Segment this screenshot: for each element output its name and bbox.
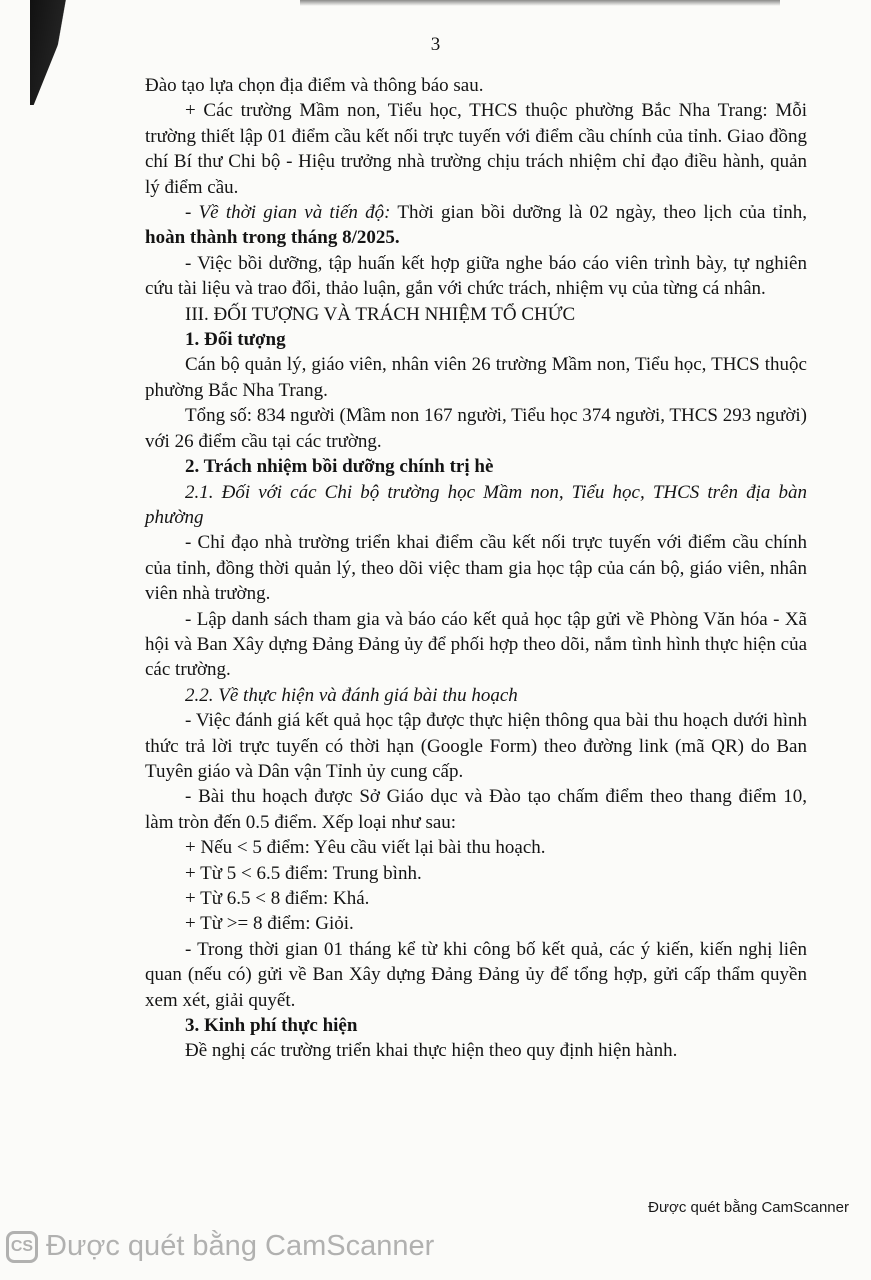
grading-item: + Nếu < 5 điểm: Yêu cầu viết lại bài thu hoạch. [185, 837, 546, 859]
page-number: 3 [430, 34, 441, 55]
section-heading: III. ĐỐI TƯỢNG VÀ TRÁCH NHIỆM TỔ CHỨC [185, 303, 576, 325]
camscanner-watermark [6, 1230, 434, 1263]
grading-item: + Từ 6.5 < 8 điểm: Khá. [185, 888, 370, 909]
paragraph: - Bài thu hoạch được Sở Giáo dục và Đào tạo chấm điểm theo thang điểm 10, làm tròn đến 0.5 điểm. Xếp loại như sau: [145, 786, 807, 833]
paragraph: - Việc đánh giá kết quả học tập được thực hiện thông qua bài thu hoạch dưới hình thức trả lời trực tuyến có thời hạn (Google Form) theo đường link (mã QR) do Ban Tuyên giáo và Dân vận Tỉnh ủy cung cấp. [145, 710, 807, 782]
paragraph: Đào tạo lựa chọn địa điểm và thông báo sau. [145, 75, 484, 96]
subsection-heading: 3. Kinh phí thực hiện [185, 1015, 358, 1037]
italic-heading: 2.1. Đối với các Chi bộ trường học Mầm non, Tiểu học, THCS trên địa bàn phường [145, 481, 807, 528]
camscanner-footer-note: Được quét bằng CamScanner [648, 1199, 849, 1216]
subsection-heading: 1. Đối tượng [185, 329, 286, 351]
paragraph: - Việc bồi dưỡng, tập huấn kết hợp giữa nghe báo cáo viên trình bày, tự nghiên cứu tài liệu và trao đổi, thảo luận, gắn với chức trách, nhiệm vụ của từng cá nhân. [145, 252, 807, 300]
camscanner-logo-icon: CS [6, 1231, 38, 1263]
italic-heading: Về thời gian và tiến độ: [198, 202, 391, 224]
subsection-heading: 2. Trách nhiệm bồi dưỡng chính trị hè [185, 456, 494, 478]
document-body [145, 73, 807, 1064]
paragraph: Tổng số: 834 người (Mầm non 167 người, Tiểu học 374 người, THCS 293 người) với 26 điểm cầu tại các trường. [145, 405, 807, 452]
paragraph: - Lập danh sách tham gia và báo cáo kết quả học tập gửi về Phòng Văn hóa - Xã hội và Ban Xây dựng Đảng Đảng ủy để phối hợp theo dõi, nắm tình hình thực hiện của các trường. [145, 608, 807, 681]
italic-heading: 2.2. Về thực hiện và đánh giá bài thu hoạch [185, 684, 518, 706]
paragraph: + Các trường Mầm non, Tiểu học, THCS thuộc phường Bắc Nha Trang: Mỗi trường thiết lập 01 điểm cầu kết nối trực tuyến với điểm cầu chính của tỉnh. Giao đồng chí Bí thư Chi bộ - Hiệu trưởng nhà trường chịu trách nhiệm chỉ đạo điều hành, quản lý điểm cầu. [145, 100, 807, 198]
paragraph: - Trong thời gian 01 tháng kể từ khi công bố kết quả, các ý kiến, kiến nghị liên quan (nếu có) gửi về Ban Xây dựng Đảng Đảng ủy để tổng hợp, gửi cấp thẩm quyền xem xét, giải quyết. [145, 938, 807, 1011]
paragraph: Cán bộ quản lý, giáo viên, nhân viên 26 trường Mầm non, Tiểu học, THCS thuộc phường Bắc Nha Trang. [145, 354, 807, 401]
watermark-text: Được quét bằng CamScanner [46, 1230, 435, 1262]
paragraph: Đề nghị các trường triển khai thực hiện theo quy định hiện hành. [185, 1040, 678, 1062]
scan-top-shade [300, 0, 780, 6]
paragraph: - Chỉ đạo nhà trường triển khai điểm cầu kết nối trực tuyến với điểm cầu chính của tỉnh, đồng thời quản lý, theo dõi việc tham gia học tập của cán bộ, giáo viên, nhân viên nhà trường. [145, 532, 807, 605]
grading-item: + Từ >= 8 điểm: Giỏi. [185, 913, 354, 935]
paragraph-text: Thời gian bồi dưỡng là 02 ngày, theo lịch của tỉnh, [390, 202, 807, 224]
bold-deadline: hoàn thành trong tháng 8/2025. [145, 227, 400, 249]
grading-item: + Từ 5 < 6.5 điểm: Trung bình. [185, 862, 422, 884]
dash-prefix: - [185, 202, 199, 224]
paragraph-timeline [145, 200, 807, 251]
